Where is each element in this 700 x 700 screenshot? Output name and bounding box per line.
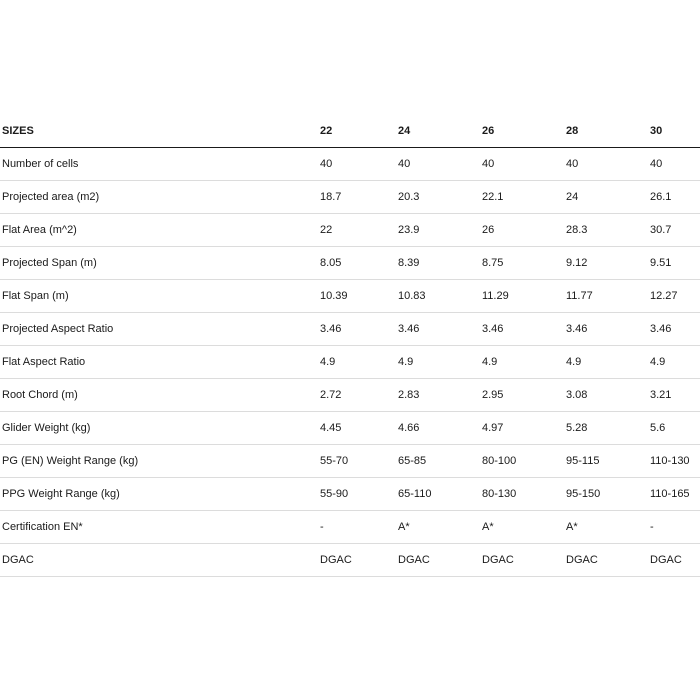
row-label-cell: Certification EN* [0,511,318,544]
value-cell: 80-130 [480,478,564,511]
value-cell: 4.9 [564,346,648,379]
row-label-cell: Projected Aspect Ratio [0,313,318,346]
header-cell-size: 30 [648,115,700,148]
table-row [0,214,700,247]
value-cell: 10.39 [318,280,396,313]
value-cell: 3.46 [564,313,648,346]
value-cell: 65-110 [396,478,480,511]
value-cell: 4.9 [396,346,480,379]
header-cell-size: 24 [396,115,480,148]
value-cell: 3.46 [648,313,700,346]
value-cell: 3.08 [564,379,648,412]
value-cell: 24 [564,181,648,214]
value-cell: 65-85 [396,445,480,478]
value-cell: 26 [480,214,564,247]
value-cell: 30.7 [648,214,700,247]
table-row [0,148,700,181]
value-cell: 4.97 [480,412,564,445]
table-header-row [0,115,700,148]
table-row [0,379,700,412]
value-cell: 4.9 [648,346,700,379]
value-cell: 5.28 [564,412,648,445]
sizes-table [0,115,700,577]
value-cell: 40 [648,148,700,181]
table-row [0,247,700,280]
row-label-cell: Number of cells [0,148,318,181]
value-cell: 110-165 [648,478,700,511]
value-cell: DGAC [396,544,480,577]
value-cell: 2.83 [396,379,480,412]
value-cell: 4.9 [480,346,564,379]
row-label-cell: Flat Area (m^2) [0,214,318,247]
value-cell: 80-100 [480,445,564,478]
value-cell: 9.51 [648,247,700,280]
row-label-cell: PPG Weight Range (kg) [0,478,318,511]
value-cell: 55-70 [318,445,396,478]
value-cell: 3.46 [396,313,480,346]
table-row [0,478,700,511]
row-label-cell: Projected Span (m) [0,247,318,280]
value-cell: 40 [318,148,396,181]
value-cell: 110-130 [648,445,700,478]
value-cell: A* [564,511,648,544]
value-cell: 3.46 [480,313,564,346]
value-cell: 40 [564,148,648,181]
value-cell: 20.3 [396,181,480,214]
table-row [0,511,700,544]
sizes-table-container [0,115,700,577]
table-row [0,544,700,577]
value-cell: DGAC [648,544,700,577]
value-cell: 12.27 [648,280,700,313]
table-row [0,313,700,346]
row-label-cell: PG (EN) Weight Range (kg) [0,445,318,478]
row-label-cell: Flat Span (m) [0,280,318,313]
value-cell: A* [396,511,480,544]
value-cell: 26.1 [648,181,700,214]
value-cell: 3.46 [318,313,396,346]
value-cell: - [648,511,700,544]
value-cell: 4.9 [318,346,396,379]
value-cell: 18.7 [318,181,396,214]
value-cell: DGAC [564,544,648,577]
value-cell: 9.12 [564,247,648,280]
value-cell: 8.75 [480,247,564,280]
header-cell-size: 28 [564,115,648,148]
value-cell: 4.66 [396,412,480,445]
row-label-cell: Root Chord (m) [0,379,318,412]
value-cell: 28.3 [564,214,648,247]
value-cell: 23.9 [396,214,480,247]
table-row [0,280,700,313]
row-label-cell: Glider Weight (kg) [0,412,318,445]
table-row [0,445,700,478]
value-cell: 40 [480,148,564,181]
row-label-cell: DGAC [0,544,318,577]
value-cell: DGAC [480,544,564,577]
header-cell-size: 26 [480,115,564,148]
value-cell: A* [480,511,564,544]
row-label-cell: Flat Aspect Ratio [0,346,318,379]
value-cell: 3.21 [648,379,700,412]
value-cell: 22.1 [480,181,564,214]
value-cell: 8.05 [318,247,396,280]
table-row [0,412,700,445]
table-row [0,346,700,379]
value-cell: 8.39 [396,247,480,280]
value-cell: 40 [396,148,480,181]
value-cell: DGAC [318,544,396,577]
table-row [0,181,700,214]
value-cell: 95-115 [564,445,648,478]
value-cell: 11.29 [480,280,564,313]
value-cell: 4.45 [318,412,396,445]
value-cell: 55-90 [318,478,396,511]
value-cell: 11.77 [564,280,648,313]
row-label-cell: Projected area (m2) [0,181,318,214]
value-cell: - [318,511,396,544]
value-cell: 2.72 [318,379,396,412]
header-cell-sizes: SIZES [0,115,318,148]
header-cell-size: 22 [318,115,396,148]
value-cell: 2.95 [480,379,564,412]
value-cell: 95-150 [564,478,648,511]
value-cell: 10.83 [396,280,480,313]
value-cell: 22 [318,214,396,247]
value-cell: 5.6 [648,412,700,445]
